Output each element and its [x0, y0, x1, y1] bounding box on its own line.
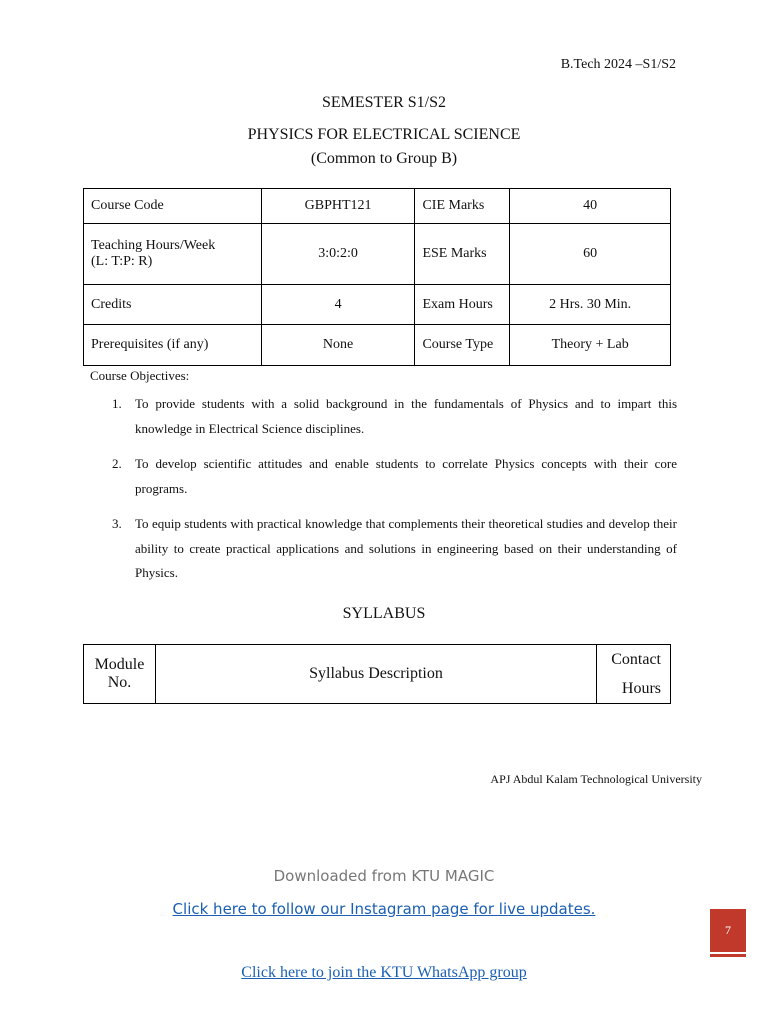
teaching-hours-label: [84, 224, 262, 285]
hours-header-line1: Contact: [611, 651, 661, 668]
contact-hours-header: [597, 645, 671, 704]
exam-hours-label: Exam Hours: [415, 285, 510, 325]
credits-label: Credits: [84, 285, 262, 325]
ese-marks-label: ESE Marks: [415, 224, 510, 285]
hours-header-line2: Hours: [621, 680, 661, 697]
instagram-link[interactable]: Click here to follow our Instagram page for live updates.: [172, 900, 596, 918]
course-code-value: GBPHT121: [261, 189, 415, 224]
objective-number: 1.: [112, 396, 122, 411]
program-header: B.Tech 2024 –S1/S2: [560, 57, 676, 72]
objective-text: To provide students with a solid background in the fundamentals of Physics and to impart this knowledge in Electrical Science disciplines.: [135, 396, 677, 436]
download-note: Downloaded from KTU MAGIC: [273, 867, 495, 885]
exam-hours-value: 2 Hrs. 30 Min.: [510, 285, 671, 325]
syllabus-description-header: Syllabus Description: [155, 645, 596, 704]
objective-text: To develop scientific attitudes and enable students to correlate Physics concepts with their core programs.: [135, 456, 677, 496]
semester-title: SEMESTER S1/S2: [321, 94, 447, 111]
objective-text: To equip students with practical knowledge that complements their theoretical studies and develop their ability to create practical applications and solutions in engineering based on their understanding of Physics.: [135, 516, 677, 580]
prerequisites-label: Prerequisites (if any): [84, 325, 262, 366]
objective-number: 3.: [112, 516, 122, 531]
list-item: [112, 512, 677, 586]
module-no-header: [84, 645, 156, 704]
list-item: [112, 392, 677, 441]
teaching-hours-value: 3:0:2:0: [261, 224, 415, 285]
course-code-label: Course Code: [84, 189, 262, 224]
cie-marks-value: 40: [510, 189, 671, 224]
syllabus-table: [83, 644, 671, 704]
objective-number: 2.: [112, 456, 122, 471]
ese-marks-value: 60: [510, 224, 671, 285]
table-row: [84, 325, 671, 366]
credits-value: 4: [261, 285, 415, 325]
table-row: [84, 189, 671, 224]
syllabus-title: SYLLABUS: [342, 605, 426, 622]
course-type-label: Course Type: [415, 325, 510, 366]
table-row: [84, 645, 671, 704]
table-row: [84, 285, 671, 325]
module-header-line1: Module: [94, 656, 145, 673]
list-item: [112, 452, 677, 501]
course-type-value: Theory + Lab: [510, 325, 671, 366]
page-number-badge: 7: [710, 909, 746, 952]
teaching-hours-label-line1: Teaching Hours/Week: [91, 238, 216, 253]
module-header-line2: No.: [107, 674, 132, 691]
table-row: [84, 224, 671, 285]
course-objectives-label: Course Objectives:: [90, 368, 190, 383]
subject-subtitle: (Common to Group B): [310, 150, 458, 167]
teaching-hours-label-line2: (L: T:P: R): [91, 254, 153, 269]
page-badge-underline: [710, 954, 746, 957]
whatsapp-group-link[interactable]: Click here to join the KTU WhatsApp group: [241, 964, 527, 981]
course-info-table: [83, 188, 671, 366]
objectives-list: [112, 392, 677, 597]
university-name: APJ Abdul Kalam Technological University: [490, 772, 702, 786]
prerequisites-value: None: [261, 325, 415, 366]
subject-title: PHYSICS FOR ELECTRICAL SCIENCE: [247, 126, 521, 143]
cie-marks-label: CIE Marks: [415, 189, 510, 224]
